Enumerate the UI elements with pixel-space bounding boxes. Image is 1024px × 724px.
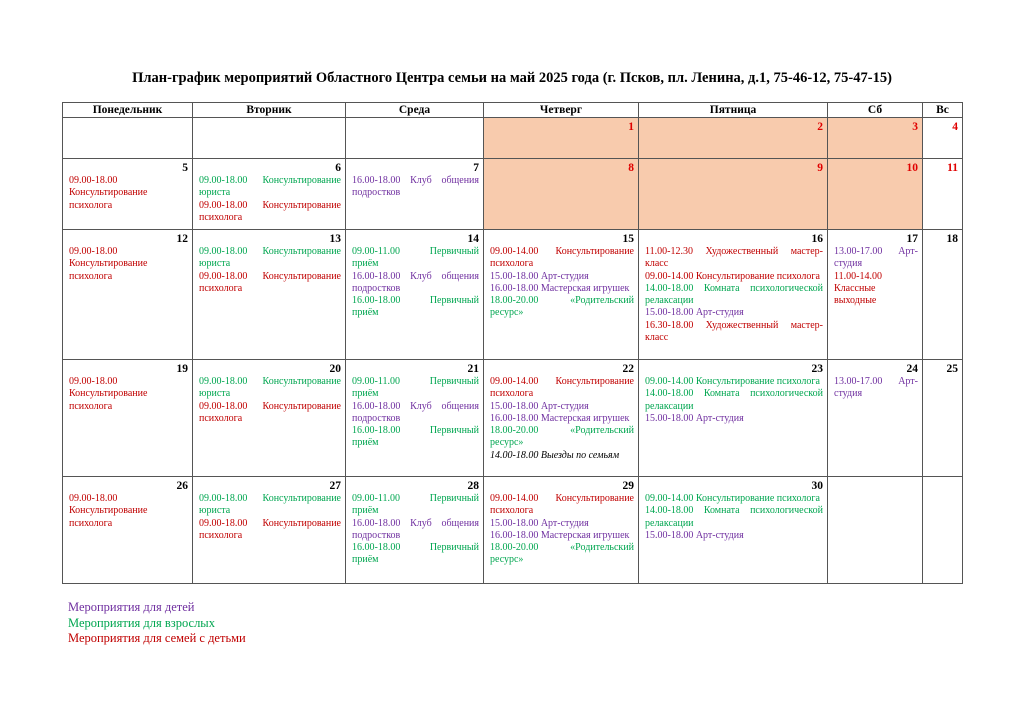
page-title: План-график мероприятий Областного Центра семьи на май 2025 года (г. Псков, пл. Ленина, д.1, 75-46-12, 75-47-15) bbox=[132, 70, 892, 86]
event-item: 13.00-17.00 Арт-студия bbox=[834, 376, 918, 400]
week-row bbox=[63, 477, 963, 584]
day-cell bbox=[346, 230, 484, 360]
day-cell bbox=[639, 477, 828, 584]
day-number: 27 bbox=[329, 480, 341, 492]
day-cell bbox=[923, 159, 963, 230]
day-cell bbox=[484, 477, 639, 584]
event-item: 09.00-14.00 Консультирование психолога bbox=[645, 493, 820, 504]
day-number: 24 bbox=[906, 363, 918, 375]
day-number: 2 bbox=[817, 121, 823, 133]
day-number: 8 bbox=[628, 162, 634, 174]
weekday-header: Среда bbox=[346, 103, 484, 118]
event-item: 16.00-18.00 Клуб общения подростков bbox=[352, 175, 479, 199]
day-number: 16 bbox=[811, 233, 823, 245]
event-item: 09.00-14.00 Консультирование психолога bbox=[490, 493, 634, 517]
event-item: 18.00-20.00 «Родительский ресурс» bbox=[490, 295, 634, 319]
event-item: 09.00-14.00 Консультирование психолога bbox=[645, 376, 820, 387]
event-item: 16.00-18.00 Первичный приём bbox=[352, 295, 479, 319]
legend-children: Мероприятия для детей bbox=[68, 600, 195, 614]
event-item: 09.00-18.00 Консультирование юриста bbox=[199, 246, 341, 270]
event-item: 16.30-18.00 Художественный мастер-класс bbox=[645, 319, 823, 344]
day-number: 12 bbox=[176, 233, 188, 245]
day-cell bbox=[193, 230, 346, 360]
week-row bbox=[63, 159, 963, 230]
day-cell bbox=[828, 230, 923, 360]
day-number: 6 bbox=[335, 162, 341, 174]
day-number: 20 bbox=[329, 363, 341, 375]
event-item: 14.00-18.00 Выезды по семьям bbox=[490, 449, 620, 461]
event-item: 15.00-18.00 Арт-студия bbox=[490, 270, 589, 282]
weekday-header: Вс bbox=[923, 103, 963, 118]
day-cell bbox=[828, 118, 923, 159]
event-item: 16.00-18.00 Клуб общения подростков bbox=[352, 270, 479, 294]
event-item: 16.00-18.00 Мастерская игрушек bbox=[490, 412, 630, 424]
day-number: 30 bbox=[811, 480, 823, 492]
event-item: 15.00-18.00 Арт-студия bbox=[490, 400, 589, 412]
day-cell bbox=[923, 477, 963, 584]
day-cell bbox=[63, 477, 193, 584]
event-item: 18.00-20.00 «Родительский ресурс» bbox=[490, 425, 634, 449]
day-cell bbox=[193, 118, 346, 159]
day-number: 26 bbox=[176, 480, 188, 492]
day-number: 17 bbox=[906, 233, 918, 245]
day-number: 15 bbox=[622, 233, 634, 245]
event-item: 13.00-17.00 Арт-студия bbox=[834, 246, 918, 270]
weekday-header: Понедельник bbox=[63, 103, 193, 118]
calendar-table bbox=[62, 102, 963, 584]
day-cell bbox=[484, 118, 639, 159]
day-number: 11 bbox=[947, 162, 958, 174]
day-cell bbox=[63, 118, 193, 159]
day-cell bbox=[193, 159, 346, 230]
event-item: 11.00-14.00 Классные выходные bbox=[834, 270, 882, 307]
legend bbox=[68, 600, 246, 647]
day-number: 18 bbox=[946, 233, 958, 245]
legend-adults: Мероприятия для взрослых bbox=[68, 615, 215, 630]
day-number: 29 bbox=[622, 480, 634, 492]
day-cell bbox=[923, 118, 963, 159]
event-item: 14.00-18.00 Комната психологической релаксации bbox=[645, 282, 823, 307]
event-item: 14.00-18.00 Комната психологической релаксации bbox=[645, 388, 823, 412]
event-item: 09.00-18.00 Консультирование юриста bbox=[199, 175, 341, 199]
weekday-header: Пятница bbox=[639, 103, 828, 118]
day-number: 22 bbox=[622, 363, 634, 375]
event-item: 16.00-18.00 Первичный приём bbox=[352, 425, 479, 449]
event-item: 16.00-18.00 Клуб общения подростков bbox=[352, 400, 479, 424]
day-cell bbox=[63, 230, 193, 360]
weekday-header-row bbox=[63, 103, 963, 118]
day-cell bbox=[63, 159, 193, 230]
event-item: 09.00-14.00 Консультирование психолога bbox=[490, 376, 634, 400]
week-row bbox=[63, 230, 963, 360]
day-cell bbox=[828, 159, 923, 230]
day-cell bbox=[346, 118, 484, 159]
day-number: 28 bbox=[467, 480, 479, 492]
day-cell bbox=[63, 360, 193, 477]
event-item: 09.00-11.00 Первичный приём bbox=[352, 376, 479, 400]
event-item: 09.00-18.00 Консультирование психолога bbox=[199, 270, 341, 294]
event-item: 09.00-18.00 Консультирование психолога bbox=[69, 376, 148, 412]
day-number: 5 bbox=[182, 162, 188, 174]
day-cell bbox=[639, 360, 828, 477]
day-cell bbox=[346, 477, 484, 584]
event-item: 18.00-20.00 «Родительский ресурс» bbox=[490, 542, 634, 566]
event-item: 15.00-18.00 Арт-студия bbox=[645, 412, 744, 424]
week-row bbox=[63, 118, 963, 159]
day-number: 25 bbox=[946, 363, 958, 375]
event-item: 11.00-12.30 Художественный мастер-класс bbox=[645, 246, 823, 270]
day-cell bbox=[484, 159, 639, 230]
event-item: 09.00-18.00 Консультирование психолога bbox=[69, 493, 148, 529]
event-item: 15.00-18.00 Арт-студия bbox=[645, 529, 744, 541]
event-item: 09.00-18.00 Консультирование психолога bbox=[199, 199, 341, 223]
day-cell bbox=[346, 159, 484, 230]
day-number: 13 bbox=[329, 233, 341, 245]
event-item: 09.00-18.00 Консультирование юриста bbox=[199, 493, 341, 517]
day-number: 7 bbox=[473, 162, 479, 174]
event-item: 16.00-18.00 Первичный приём bbox=[352, 542, 479, 566]
day-cell bbox=[346, 360, 484, 477]
day-cell bbox=[923, 360, 963, 477]
day-cell bbox=[193, 477, 346, 584]
event-item: 15.00-18.00 Арт-студия bbox=[645, 307, 744, 319]
event-item: 09.00-14.00 Консультирование психолога bbox=[490, 246, 634, 270]
weekday-header: Вторник bbox=[193, 103, 346, 118]
weekday-header: Сб bbox=[828, 103, 923, 118]
event-item: 14.00-18.00 Комната психологической релаксации bbox=[645, 505, 823, 529]
day-cell bbox=[484, 360, 639, 477]
day-number: 3 bbox=[912, 121, 918, 133]
day-cell bbox=[923, 230, 963, 360]
day-cell bbox=[639, 118, 828, 159]
day-cell bbox=[639, 230, 828, 360]
weekday-header: Четверг bbox=[484, 103, 639, 118]
event-item: 09.00-14.00 Консультирование психолога bbox=[645, 270, 820, 282]
day-number: 4 bbox=[952, 121, 958, 133]
event-item: 09.00-18.00 Консультирование психолога bbox=[69, 246, 148, 282]
day-cell bbox=[484, 230, 639, 360]
event-item: 16.00-18.00 Клуб общения подростков bbox=[352, 517, 479, 541]
event-item: 15.00-18.00 Арт-студия bbox=[490, 517, 589, 529]
event-item: 09.00-18.00 Консультирование психолога bbox=[199, 517, 341, 541]
event-item: 09.00-18.00 Консультирование юриста bbox=[199, 376, 341, 400]
day-number: 19 bbox=[176, 363, 188, 375]
event-item: 16.00-18.00 Мастерская игрушек bbox=[490, 282, 630, 294]
event-item: 09.00-11.00 Первичный приём bbox=[352, 493, 479, 517]
day-cell bbox=[828, 360, 923, 477]
event-item: 16.00-18.00 Мастерская игрушек bbox=[490, 529, 630, 541]
day-number: 23 bbox=[811, 363, 823, 375]
day-cell bbox=[639, 159, 828, 230]
event-item: 09.00-11.00 Первичный приём bbox=[352, 246, 479, 270]
day-cell bbox=[193, 360, 346, 477]
legend-families: Мероприятия для семей с детьми bbox=[68, 631, 246, 645]
day-number: 9 bbox=[817, 162, 823, 174]
day-number: 1 bbox=[628, 121, 634, 133]
day-number: 10 bbox=[906, 162, 918, 174]
week-row bbox=[63, 360, 963, 477]
event-item: 09.00-18.00 Консультирование психолога bbox=[69, 175, 148, 211]
day-number: 21 bbox=[467, 363, 479, 375]
day-cell bbox=[828, 477, 923, 584]
event-item: 09.00-18.00 Консультирование психолога bbox=[199, 400, 341, 424]
day-number: 14 bbox=[467, 233, 479, 245]
